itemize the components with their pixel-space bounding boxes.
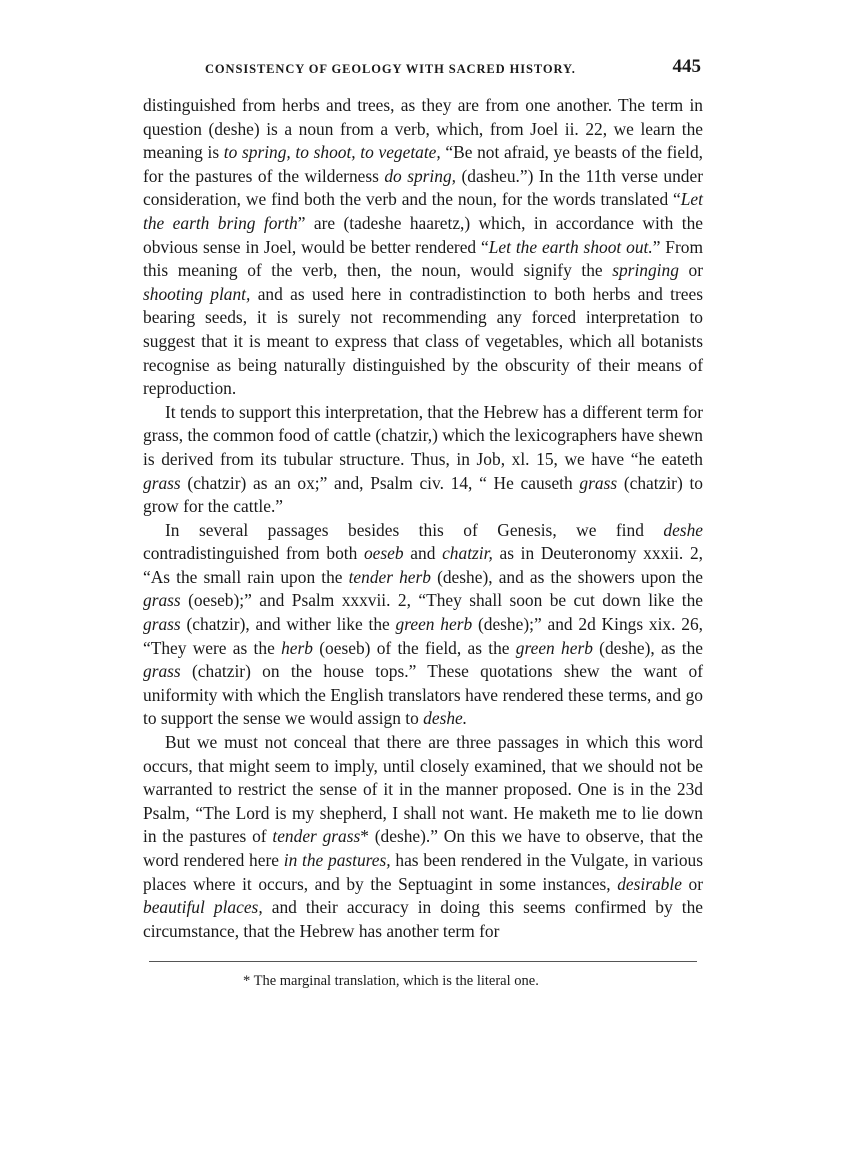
italic-run: oeseb [363,543,404,564]
text-run: ” are (tadeshe haaretz,) which, in accordance with the obvious sense in Joel, would be better rendered “ [143,212,703,257]
italic-run: grass [143,661,181,682]
italic-run: tender herb [348,566,431,587]
running-head [143,50,703,80]
italic-run: beautiful places, [143,897,263,918]
text-run: (deshe);” and 2d Kings xix. 26, “They were as the [143,614,703,658]
text-run: contradistinguished from both [143,543,364,564]
italic-run: chatzir, [442,543,493,564]
italic-run: in the pastures, [283,850,391,870]
italic-run: deshe. [423,708,468,729]
text-run: has been rendered in the Vulgate, in various places where it occurs, and by the Septuagint in some instances, [143,850,703,894]
italic-run: shooting plant, [143,283,251,304]
footnote-divider [149,961,697,962]
text-run: * (deshe).” On this we have to observe, that the word rendered here [143,826,703,870]
italic-run: springing [612,260,679,281]
italic-run: to spring, to shoot, to vegetate, [223,142,441,163]
text-run: (chatzir), and wither like the [180,614,396,635]
paragraph [143,731,703,943]
text-run: But we must not conceal that there are three passages in which this word occurs, that might seem to imply, until closely examined, that we should not be warranted to restrict the sense of it in the manner proposed. One is in the 23d Psalm, “The Lord is my shepherd, I shall not want. He maketh me to lie down in the pastures of [143,732,703,847]
text-run: or [681,873,703,894]
text-run: and [403,543,443,564]
italic-run: herb [281,637,313,658]
text-run: and as used here in contradistinction to both herbs and trees bearing seeds, it is surely not recommending any forced interpretation to suggest that it is meant to express that class of vegetables, which all botanists recognise as being naturally distinguished by the obscurity of their means of reproduction. [143,283,703,399]
text-run: and their accuracy in doing this seems confirmed by the circumstance, that the Hebrew has another term for [143,897,703,941]
page-number: 445 [672,56,701,77]
italic-run: Let the earth shoot out. [488,236,653,257]
paragraph [143,519,703,731]
body-text [143,94,703,943]
italic-run: grass [143,472,181,493]
italic-run: tender grass [272,826,361,847]
text-run: “Be not afraid, ye beasts of the field, for the pastures of the wilderness [143,142,703,186]
text-run: (chatzir) as an ox;” and, Psalm civ. 14, “ He causeth [180,472,580,493]
paragraph [143,94,703,401]
footnote: * The marginal translation, which is the literal one. [243,973,539,990]
italic-run: grass [143,590,181,611]
text-run: or [678,260,703,281]
italic-run: green herb [515,637,593,658]
italic-run: desirable [617,873,682,894]
italic-run: deshe [663,519,703,540]
text-run: distinguished from herbs and trees, as they are from one another. The term in question (deshe) is a noun from a verb, which, from Joel ii. 22, we learn the meaning is [143,95,703,163]
text-run: (dasheu.”) In the 11th verse under consideration, we find both the verb and the noun, for the words translated “ [143,165,703,210]
italic-run: grass [579,472,618,493]
text-run: ” From this meaning of the verb, then, the noun, would signify the [143,236,703,281]
text-run: (deshe), and as the showers upon the [430,566,704,587]
text-run: (oeseb);” and Psalm xxxvii. 2, “They shall soon be cut down like the [180,590,703,611]
paragraph [143,401,703,519]
italic-run: do spring, [384,165,457,186]
text-run: as in Deuteronomy xxxii. 2, “As the small rain upon the [143,543,703,587]
italic-run: grass [143,614,181,635]
book-page [143,50,703,991]
text-run: In several passages besides this of Genesis, we find [165,519,664,540]
text-run: (oeseb) of the field, as the [312,637,516,658]
italic-run: green herb [395,614,473,635]
text-run: (chatzir) on the house tops.” These quotations shew the want of uniformity with which the English translators have rendered these terms, and go to support the sense we would assign to [143,661,703,729]
running-title: CONSISTENCY OF GEOLOGY WITH SACRED HISTORY. [205,62,576,76]
text-run: (chatzir) to grow for the cattle.” [143,472,703,517]
text-run: (deshe), as the [592,637,703,658]
text-run: It tends to support this interpretation, that the Hebrew has a different term for grass, the common food of cattle (chatzir,) which the lexicographers have shewn is derived from its tubular structure. Thus, in Job, xl. 15, we have “he eateth [143,401,703,469]
italic-run: Let the earth bring forth [143,189,703,233]
